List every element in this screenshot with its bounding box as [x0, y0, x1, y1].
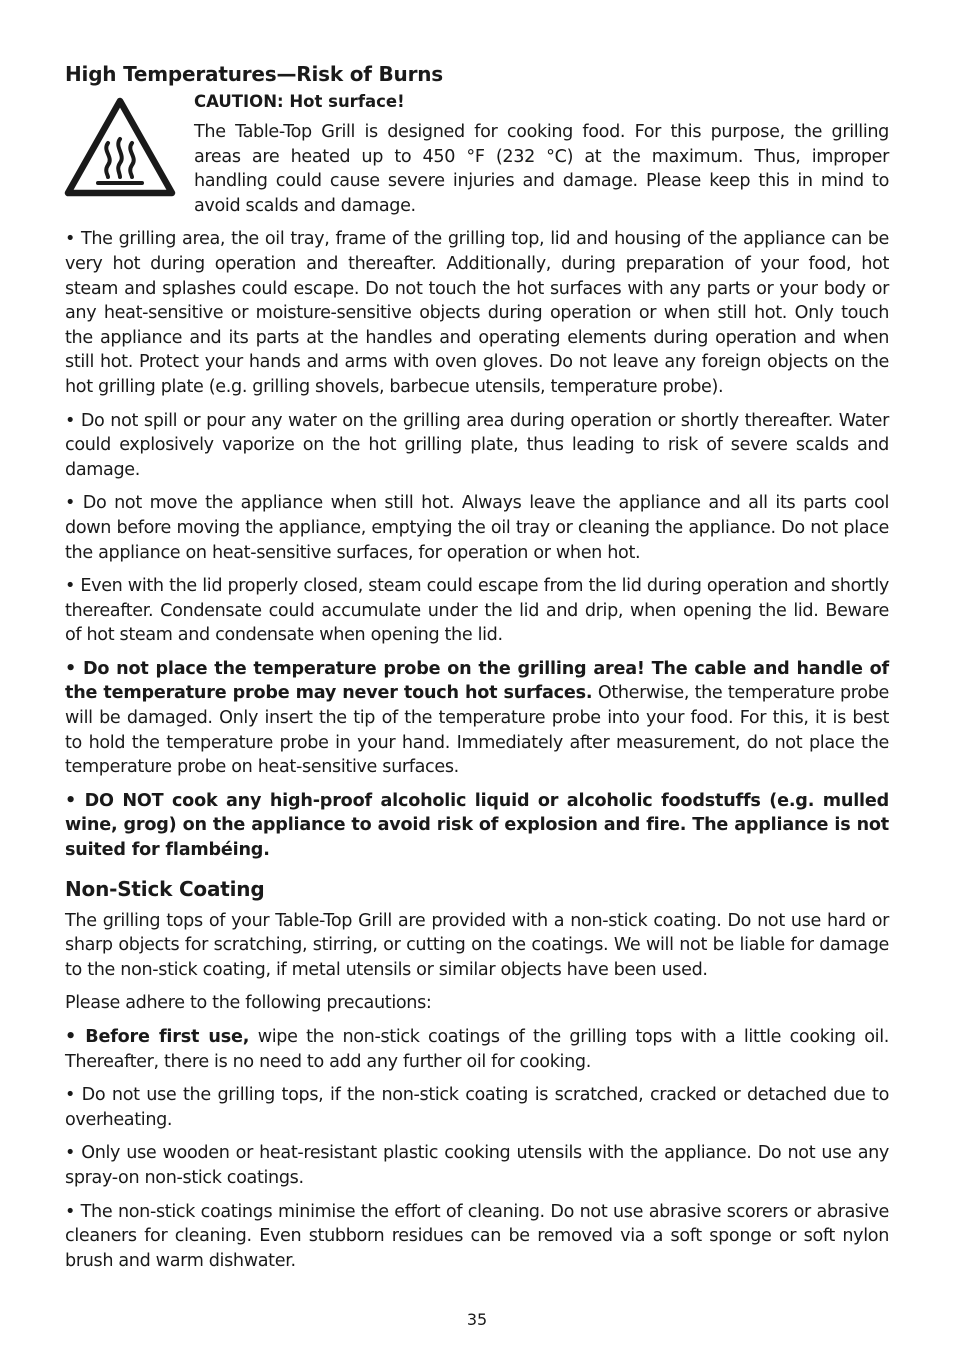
body-text: wipe the non-stick coatings of the grilling tops with a little cooking oil. Thereafter, there is no need to add any further oil for cooking.	[65, 1027, 889, 1072]
section-heading-burns: High Temperatures—Risk of Burns	[65, 62, 443, 86]
intro-paragraph: The grilling tops of your Table-Top Grill are provided with a non-stick coating. Do not use hard or sharp objects for scratching, stirring, or cutting on the coatings. We will not be liable for damage to the non-stick coating, if metal utensils or similar objects have been used.	[65, 910, 889, 980]
caution-title: CAUTION: Hot surface!	[194, 92, 405, 111]
caution-block	[65, 91, 889, 218]
section-heading-non-stick: Non-Stick Coating	[65, 876, 265, 901]
bullet-paragraph-probe	[65, 657, 889, 780]
bullet-paragraph: • Do not spill or pour any water on the grilling area during operation or shortly thereafter. Water could explosively vaporize on the hot grilling plate, thus leading to risk of severe scalds and damage.	[65, 410, 889, 480]
bold-lead-text: • Before first use,	[65, 1027, 250, 1047]
hot-surface-warning-icon	[64, 97, 176, 199]
bullet-paragraph: • Even with the lid properly closed, steam could escape from the lid during operation and shortly thereafter. Condensate could accumulate under the lid and drip, when opening the lid. Beware of hot steam and condensate when opening the lid.	[65, 576, 889, 646]
bullet-paragraph: • The grilling area, the oil tray, frame of the grilling top, lid and housing of the appliance can be very hot during operation and thereafter. Additionally, during preparation of your food, hot steam and splashes could escape. Do not touch the hot surfaces with any parts or your body or any heat-sensitive or moisture-sensitive objects during operation or when still hot. Only touch the appliance and its parts at the handles and operating elements during operation and when still hot. Protect your hands and arms with oven gloves. Do not leave any foreign objects on the hot grilling plate (e.g. grilling shovels, barbecue utensils, temperature probe).	[65, 229, 889, 397]
bullet-paragraph-alcohol: • DO NOT cook any high-proof alcoholic liquid or alcoholic foodstuffs (e.g. mulled wine, grog) on the appliance to avoid risk of explosion and fire. The appliance is not suited for flambéing.	[65, 790, 889, 861]
precautions-label: Please adhere to the following precautions:	[65, 993, 432, 1014]
bullet-paragraph: • The non-stick coatings minimise the effort of cleaning. Do not use abrasive scorers or abrasive cleaners for cleaning. Even stubborn residues can be removed via a soft sponge or soft nylon brush and warm dishwater.	[65, 1201, 889, 1271]
body-text: Otherwise, the temperature probe will be damaged. Only insert the tip of the temperature probe into your food. For this, it is best to hold the temperature probe in your hand. Immediately after measurement, do not place the temperature probe on heat-sensitive surfaces.	[65, 683, 890, 778]
document-page	[65, 60, 889, 1273]
page-number: 35	[466, 1310, 488, 1329]
bullet-paragraph: • Do not move the appliance when still hot. Always leave the appliance and all its parts cool down before moving the appliance, emptying the oil tray or cleaning the appliance. Do not place the appliance on heat-sensitive surfaces, for operation or when hot.	[65, 493, 889, 563]
caution-text: The Table-Top Grill is designed for cooking food. For this purpose, the grilling areas are heated up to 450 °F (232 °C) at the maximum. Thus, improper handling could cause severe injuries and damage. Please keep this in mind to avoid scalds and damage.	[194, 122, 889, 216]
bold-warning-text: • Do not place the temperature probe on the grilling area! The cable and handle of the temperature probe may never touch hot surfaces.	[65, 658, 889, 704]
bullet-paragraph: • Only use wooden or heat-resistant plastic cooking utensils with the appliance. Do not use any spray-on non-stick coatings.	[65, 1143, 889, 1188]
bullet-paragraph-first-use	[65, 1025, 889, 1074]
bullet-paragraph: • Do not use the grilling tops, if the non-stick coating is scratched, cracked or detached due to overheating.	[65, 1085, 889, 1130]
